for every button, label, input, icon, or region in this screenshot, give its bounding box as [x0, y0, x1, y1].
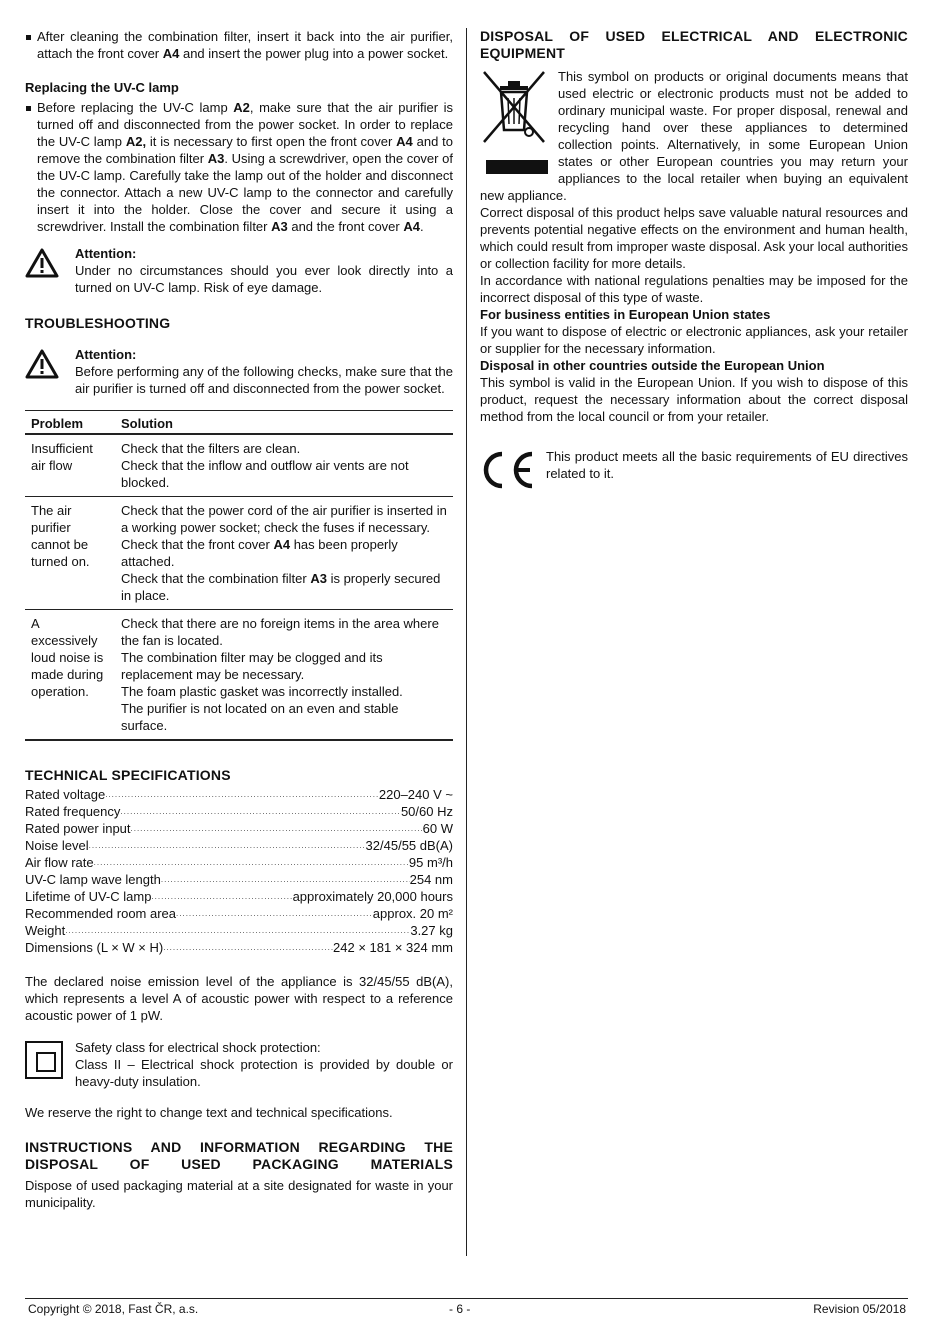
solution-cell: Check that the power cord of the air purifier is inserted in a working power socket; check the fuses if necessary. Check that the front cover A4 has been properly attached. Check that the combination filter A3 is properly secured in place.: [115, 497, 453, 610]
uvc-instruction: Before replacing the UV-C lamp A2, make sure that the air purifier is turned off and disconnected from the power socket. In order to replace the UV-C lamp A2, it is necessary to first open the front cover A4 and to remove the combination filter A3. Using a screwdriver, open the cover of the UV-C lamp. Carefully take the lamp out of the holder and disconnect the connector. Attach a new UV-C lamp to the connector and carefully insert it into the holder. Close the cover and secure it using a screwdriver. Install the combination filter A3 and the front cover A4.: [25, 99, 453, 235]
noise-note: The declared noise emission level of the appliance is 32/45/55 dB(A), which represents a level A of acoustic power with respect to a reference acoustic power of 1 pW.: [25, 974, 453, 1023]
weee-text: This symbol on products or original documents means that used electric or electronic products must not be added to ordinary municipal waste. For proper disposal, renewal and recycling hand over these appliances to determined collection points. Alternatively, in some European Union states or other European countries you may return your appliances to the local retailer when buying an equivalent new appliance.: [480, 69, 908, 203]
business-heading: For business entities in European Union states: [480, 307, 771, 322]
table-row: [25, 434, 453, 497]
solution-cell: Check that there are no foreign items in the area where the fan is located. The combination filter may be clogged and its replacement may be necessary. The foam plastic gasket was incorrectly installed. The purifier is not located on an even and stable surface.: [115, 610, 453, 741]
spec-row: Rated voltage ..... 220–240 V ~: [25, 786, 453, 803]
spec-row: Air flow rate ..... 95 m³/h: [25, 854, 453, 871]
safety-class-title: Safety class for electrical shock protection:: [75, 1040, 321, 1055]
table-row: [25, 610, 453, 741]
other-countries-heading: Disposal in other countries outside the European Union: [480, 358, 825, 373]
attention-title: Attention:: [75, 347, 137, 362]
column-header-problem: Problem: [25, 411, 115, 435]
troubleshooting-table: [25, 410, 453, 741]
attention-troubleshooting: [25, 346, 453, 397]
penalties-text: In accordance with national regulations penalties may be imposed for the incorrect disposal of this type of waste.: [480, 273, 908, 305]
spec-row: Lifetime of UV-C lamp ..... approximately 20,000 hours: [25, 888, 453, 905]
uvc-heading: Replacing the UV-C lamp: [25, 80, 179, 95]
problem-cell: The air purifier cannot be turned on.: [25, 497, 115, 610]
warning-icon: [25, 245, 75, 282]
spec-row: Dimensions (L × W × H) ..... 242 × 181 × 324 mm: [25, 939, 453, 956]
other-countries-text: This symbol is valid in the European Union. If you wish to dispose of this product, request the necessary information about the correct disposal method from the local council or from your retailer.: [480, 375, 908, 424]
footer-copyright: Copyright © 2018, Fast ČR, a.s.: [28, 1302, 199, 1316]
attention-text: Under no circumstances should you ever look directly into a turned on UV-C lamp. Risk of eye damage.: [75, 263, 453, 295]
table-row: [25, 497, 453, 610]
spec-row: Noise level ..... 32/45/55 dB(A): [25, 837, 453, 854]
weee-heading: DISPOSAL OF USED ELECTRICAL AND ELECTRONIC EQUIPMENT: [480, 28, 908, 61]
attention-uvc: [25, 245, 453, 296]
safety-class: [25, 1039, 453, 1090]
footer-revision: Revision 05/2018: [813, 1302, 906, 1316]
packaging-heading: INSTRUCTIONS AND INFORMATION REGARDING THE DISPOSAL OF USED PACKAGING MATERIALS: [25, 1139, 453, 1172]
tech-specs-heading: TECHNICAL SPECIFICATIONS: [25, 767, 231, 783]
column-divider: [466, 28, 467, 1256]
correct-disposal-text: Correct disposal of this product helps save valuable natural resources and prevents potential negative effects on the environment and human health, which could result from improper waste disposal. Ask your local authorities or collection facility for more details.: [480, 205, 908, 271]
spec-row: Rated frequency ..... 50/60 Hz: [25, 803, 453, 820]
spec-row: Recommended room area ..... approx. 20 m²: [25, 905, 453, 922]
column-header-solution: Solution: [115, 411, 453, 435]
spec-row: UV-C lamp wave length ..... 254 nm: [25, 871, 453, 888]
footer-divider: [25, 1298, 908, 1299]
warning-icon: [25, 346, 75, 383]
troubleshooting-heading: TROUBLESHOOTING: [25, 315, 171, 331]
attention-text: Before performing any of the following checks, make sure that the air purifier is turned off and disconnected from the power socket.: [75, 364, 453, 396]
table-header-row: [25, 411, 453, 435]
cleaning-instruction: After cleaning the combination filter, insert it back into the air purifier, attach the front cover A4 and insert the power plug into a power socket.: [25, 28, 453, 62]
ce-mark-icon: [480, 448, 546, 496]
ce-block: [480, 448, 908, 496]
ce-text: This product meets all the basic requirements of EU directives related to it.: [546, 449, 908, 481]
spec-row: Rated power input ..... 60 W: [25, 820, 453, 837]
spec-row: Weight ..... 3.27 kg: [25, 922, 453, 939]
class-ii-icon: [25, 1041, 63, 1079]
reserve-note: We reserve the right to change text and technical specifications.: [25, 1105, 393, 1120]
safety-class-text: Class II – Electrical shock protection is provided by double or heavy-duty insulation.: [75, 1057, 453, 1089]
spec-list: [25, 786, 453, 956]
weee-block: [480, 68, 908, 204]
right-column: [480, 28, 908, 496]
packaging-text: Dispose of used packaging material at a site designated for waste in your municipality.: [25, 1178, 453, 1210]
solution-cell: Check that the filters are clean. Check that the inflow and outflow air vents are not blocked.: [115, 434, 453, 497]
attention-title: Attention:: [75, 246, 137, 261]
problem-cell: A excessively loud noise is made during operation.: [25, 610, 115, 741]
left-column: [25, 28, 453, 1211]
business-text: If you want to dispose of electric or electronic appliances, ask your retailer or supplier for the necessary information.: [480, 324, 908, 356]
problem-cell: Insufficient air flow: [25, 434, 115, 497]
footer-page-number: - 6 -: [449, 1302, 471, 1316]
crossed-bin-icon: [480, 68, 558, 178]
